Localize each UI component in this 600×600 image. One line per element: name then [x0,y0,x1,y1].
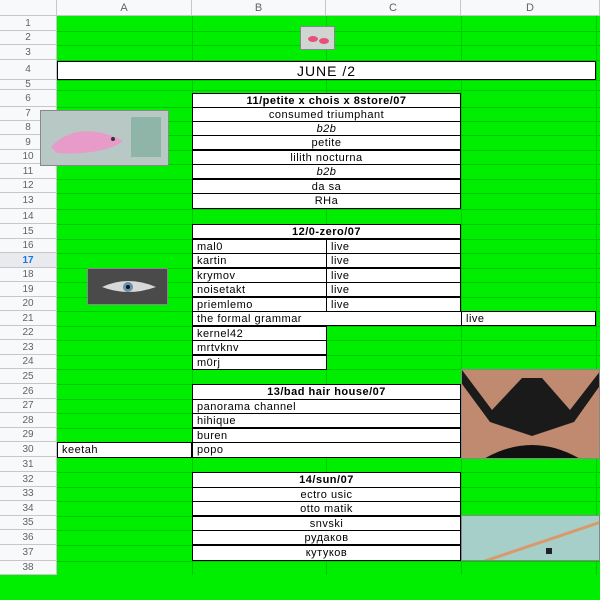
row-header-38[interactable]: 38 [0,561,57,575]
event-3-artist[interactable]: panorama channel [192,399,461,414]
row-header-7[interactable]: 7 [0,107,57,121]
row-header-37[interactable]: 37 [0,545,57,561]
event-2-artist[interactable]: priemlemo [192,297,327,312]
row-header-16[interactable]: 16 [0,239,57,253]
event-4-header[interactable]: 14/sun/07 [192,472,461,488]
water-stick-icon [462,516,600,561]
page-title[interactable]: JUNE /2 [57,61,596,80]
event-2-artist[interactable]: kernel42 [192,326,327,341]
event-2-artist[interactable]: kartin [192,253,327,268]
event-2-note[interactable]: live [326,268,461,283]
row-header-35[interactable]: 35 [0,516,57,530]
row-header-5[interactable]: 5 [0,80,57,90]
column-header-c[interactable]: C [326,0,461,16]
event-1-artist[interactable]: b2b [192,121,461,136]
row-header-13[interactable]: 13 [0,193,57,209]
row-header-19[interactable]: 19 [0,282,57,297]
event-1-header[interactable]: 11/petite x chois x 8store/07 [192,93,461,108]
grid-line [57,355,600,356]
grid-line [57,340,600,341]
row-header-22[interactable]: 22 [0,326,57,340]
dolphin-icon [41,111,169,166]
event-2-note[interactable]: live [461,311,596,326]
event-3-artist[interactable]: buren [192,428,461,443]
grid-line [57,326,600,327]
row-header-32[interactable]: 32 [0,472,57,487]
event-2-artist[interactable]: noisetakt [192,282,327,297]
row-header-2[interactable]: 2 [0,31,57,45]
row-header-8[interactable]: 8 [0,121,57,135]
event-1-artist[interactable]: da sa [192,179,461,194]
event-1-artist[interactable]: RHa [192,193,461,209]
event-2-artist[interactable]: the formal grammar [192,311,462,326]
event-2-artist[interactable]: mal0 [192,239,327,254]
row-header-30[interactable]: 30 [0,442,57,457]
row-header-6[interactable]: 6 [0,90,57,107]
event-1-artist[interactable]: consumed triumphant [192,107,461,122]
row-header-4[interactable]: 4 [0,60,57,80]
grid-line [57,209,600,210]
event-4-artist[interactable]: ectro usic [192,487,461,502]
event-1-artist[interactable]: lilith nocturna [192,150,461,165]
column-header-d[interactable]: D [461,0,600,16]
row-header-14[interactable]: 14 [0,209,57,224]
row-header-28[interactable]: 28 [0,413,57,428]
poster-photo-icon [462,370,600,459]
bottom-area [0,575,600,600]
event-3-artist[interactable]: popo [192,442,461,458]
grid-line [57,80,600,81]
row-header-31[interactable]: 31 [0,457,57,472]
event-2-note[interactable]: live [326,239,461,254]
event-2-artist[interactable]: m0rj [192,355,327,370]
row-header-26[interactable]: 26 [0,384,57,399]
grid-line [57,90,600,91]
event-3-artist[interactable]: hihique [192,413,461,428]
row-header-36[interactable]: 36 [0,530,57,545]
event-4-artist[interactable]: кутуков [192,545,461,561]
event-2-note[interactable]: live [326,253,461,268]
row-header-3[interactable]: 3 [0,45,57,60]
row-header-21[interactable]: 21 [0,311,57,326]
poster-image[interactable] [461,369,600,459]
event-2-header[interactable]: 12/0-zero/07 [192,224,461,239]
row-header-9[interactable]: 9 [0,135,57,150]
row-header-10[interactable]: 10 [0,150,57,164]
event-2-artist[interactable]: krymov [192,268,327,283]
row-header-18[interactable]: 18 [0,268,57,282]
sticker-image[interactable] [300,26,335,50]
event-2-note[interactable]: live [326,282,461,297]
grid-line [596,16,597,576]
row-header-24[interactable]: 24 [0,355,57,369]
pink-slippers-icon [301,27,335,50]
row-header-29[interactable]: 29 [0,428,57,442]
event-1-artist[interactable]: petite [192,135,461,150]
row-header-27[interactable]: 27 [0,399,57,413]
column-header-b[interactable]: B [192,0,326,16]
row-header-12[interactable]: 12 [0,179,57,193]
eye-image[interactable] [87,268,168,305]
row-header-33[interactable]: 33 [0,487,57,501]
row-header-11[interactable]: 11 [0,164,57,179]
inflatable-dolphin-image[interactable] [40,110,169,166]
event-4-artist[interactable]: рудаков [192,530,461,545]
row-header-20[interactable]: 20 [0,297,57,311]
event-3-side-artist[interactable]: keetah [57,442,192,458]
grid-line [57,561,600,562]
row-header-23[interactable]: 23 [0,340,57,355]
event-2-note[interactable]: live [326,297,461,312]
grid-line [461,16,462,576]
row-header-25[interactable]: 25 [0,369,57,384]
row-header-1[interactable]: 1 [0,16,57,31]
row-header-34[interactable]: 34 [0,501,57,516]
eye-icon [88,269,168,305]
row-header-17[interactable]: 17 [0,253,57,268]
event-4-artist[interactable]: otto matik [192,501,461,516]
select-all-corner[interactable] [0,0,57,16]
event-4-artist[interactable]: snvski [192,516,461,531]
event-3-header[interactable]: 13/bad hair house/07 [192,384,461,400]
row-header-15[interactable]: 15 [0,224,57,239]
event-1-artist[interactable]: b2b [192,164,461,179]
column-header-a[interactable]: A [57,0,192,16]
water-photo-image[interactable] [461,515,600,561]
event-2-artist[interactable]: mrtvknv [192,340,327,355]
